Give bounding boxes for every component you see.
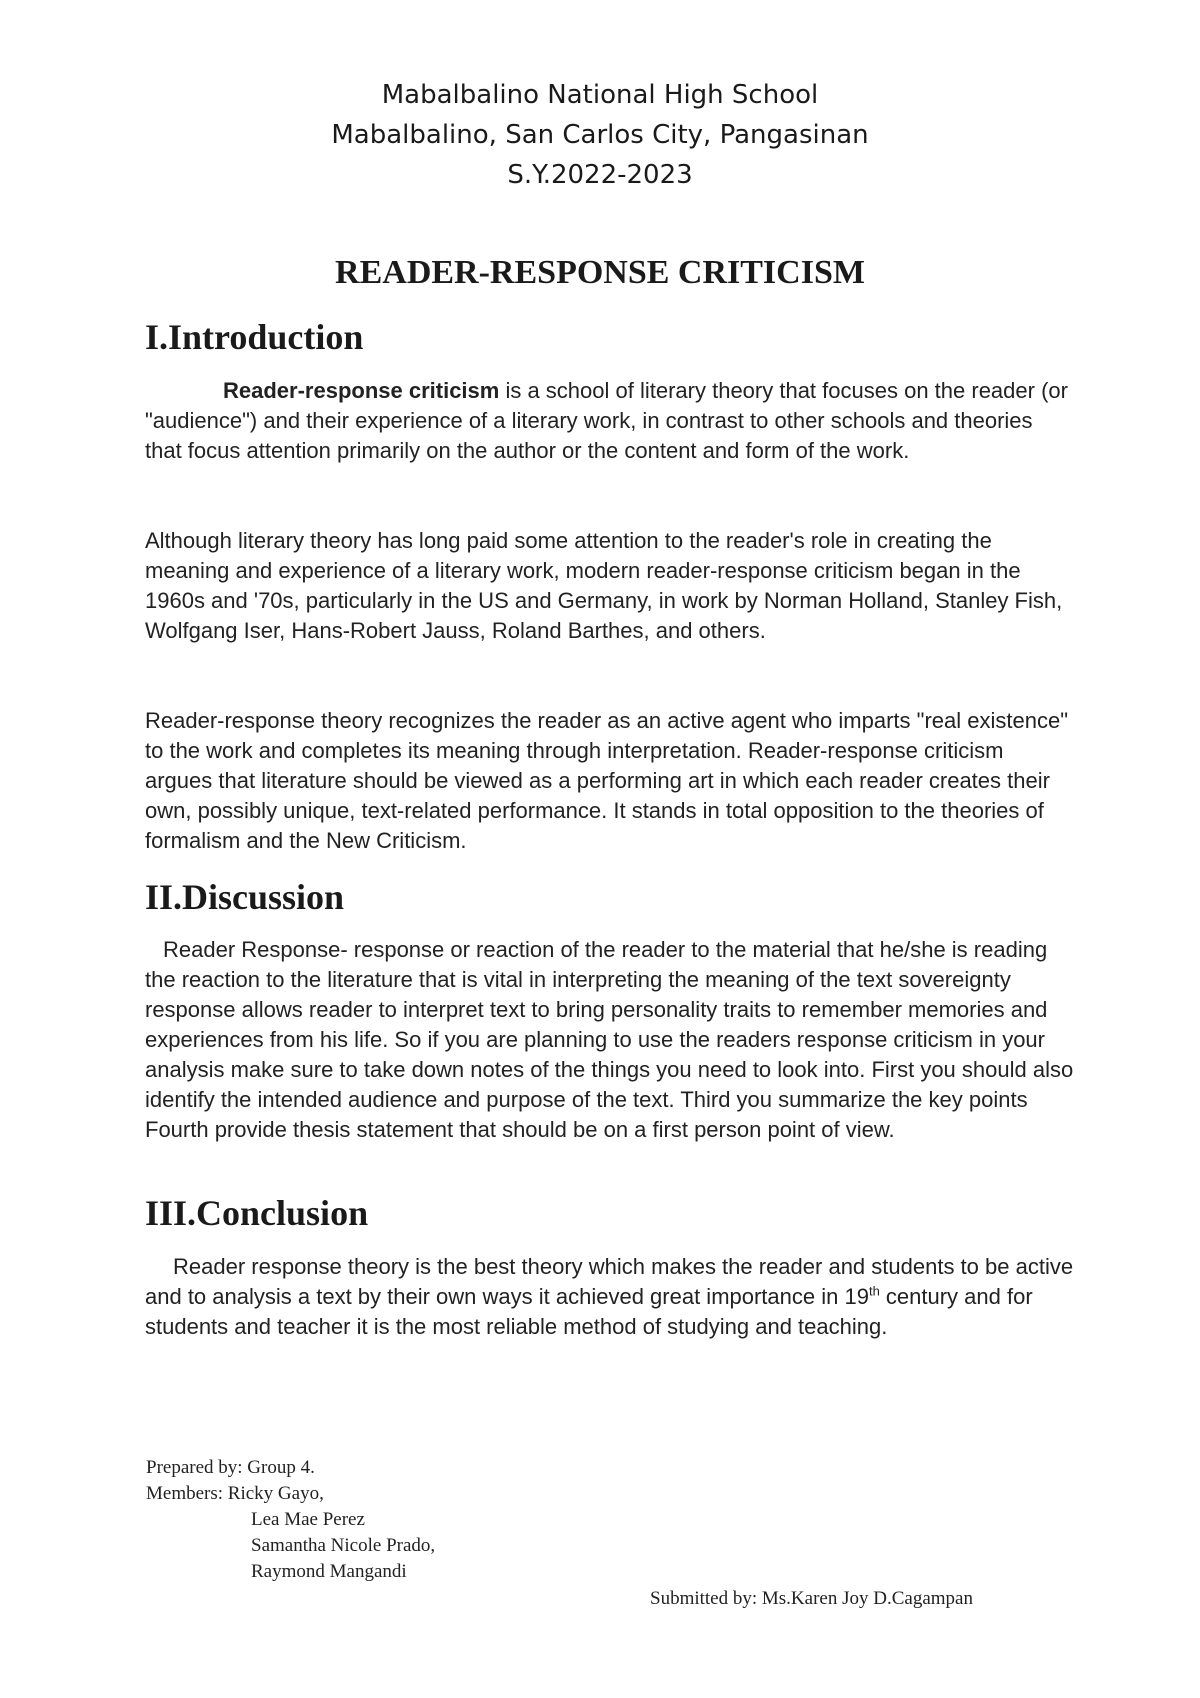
school-year: S.Y.2022-2023 xyxy=(507,160,693,190)
prepared-by-block xyxy=(146,1455,435,1585)
introduction-paragraph-2: Although literary theory has long paid some attention to the reader's role in creating the meaning and experience of a literary work, modern reader-response criticism began in the 1960s and '70s, particularly in the US and Germany, in work by Norman Holland, Stanley Fish, Wolfgang Iser, Hans-Robert Jauss, Roland Barthes, and others. xyxy=(145,528,1063,643)
introduction-paragraph-1 xyxy=(145,376,1075,466)
submitted-by: Submitted by: Ms.Karen Joy D.Cagampan xyxy=(650,1588,973,1609)
members-label: Members: Ricky Gayo, xyxy=(146,1483,324,1504)
conclusion-paragraph-1 xyxy=(145,1252,1075,1342)
conclusion-heading: III.Conclusion xyxy=(145,1193,369,1233)
prepared-by: Prepared by: Group 4. xyxy=(146,1457,315,1478)
discussion-paragraph-1: Reader Response- response or reaction of the reader to the material that he/she is reading the reaction to the literature that is vital in interpreting the meaning of the text sovereignty response allows reader to interpret text to bring personality traits to remember memories and experiences from his life. So if you are planning to use the readers response criticism in your analysis make sure to take down notes of the things you need to look into. First you should also identify the intended audience and purpose of the text. Third you summarize the key points Fourth provide thesis statement that should be on a first person point of view. xyxy=(145,937,1074,1142)
school-header xyxy=(0,75,1200,195)
ordinal-suffix: th xyxy=(868,1283,880,1299)
introduction-paragraph-3: Reader-response theory recognizes the reader as an active agent who imparts "real existence" to the work and completes its meaning through interpretation. Reader-response criticism argues that literature should be viewed as a performing art in which each reader creates their own, possibly unique, text-related performance. It stands in total opposition to the theories of formalism and the New Criticism. xyxy=(145,708,1069,853)
conclusion-text-before: Reader response theory is the best theory which makes the reader and students to be active and to analysis a text by their own ways it achieved great importance in 19 xyxy=(145,1254,1074,1309)
school-address: Mabalbalino, San Carlos City, Pangasinan xyxy=(331,120,869,150)
introduction-paragraph-1-text: is a school of literary theory that focuses on the reader (or "audience") and their experience of a literary work, in contrast to other schools and theories that focus attention primarily on the author or the content and form of the work. xyxy=(145,378,1068,463)
member-name: Raymond Mangandi xyxy=(251,1561,407,1582)
discussion-heading: II.Discussion xyxy=(145,877,345,917)
conclusion-text-after: century and for students and teacher it is the most reliable method of studying and teaching. xyxy=(145,1284,1033,1339)
document-title: READER-RESPONSE CRITICISM xyxy=(335,254,865,291)
school-name: Mabalbalino National High School xyxy=(381,80,819,110)
member-name: Lea Mae Perez xyxy=(251,1509,365,1530)
introduction-heading: I.Introduction xyxy=(145,317,364,357)
member-name: Samantha Nicole Prado, xyxy=(251,1535,436,1556)
key-term: Reader-response criticism xyxy=(223,378,500,403)
